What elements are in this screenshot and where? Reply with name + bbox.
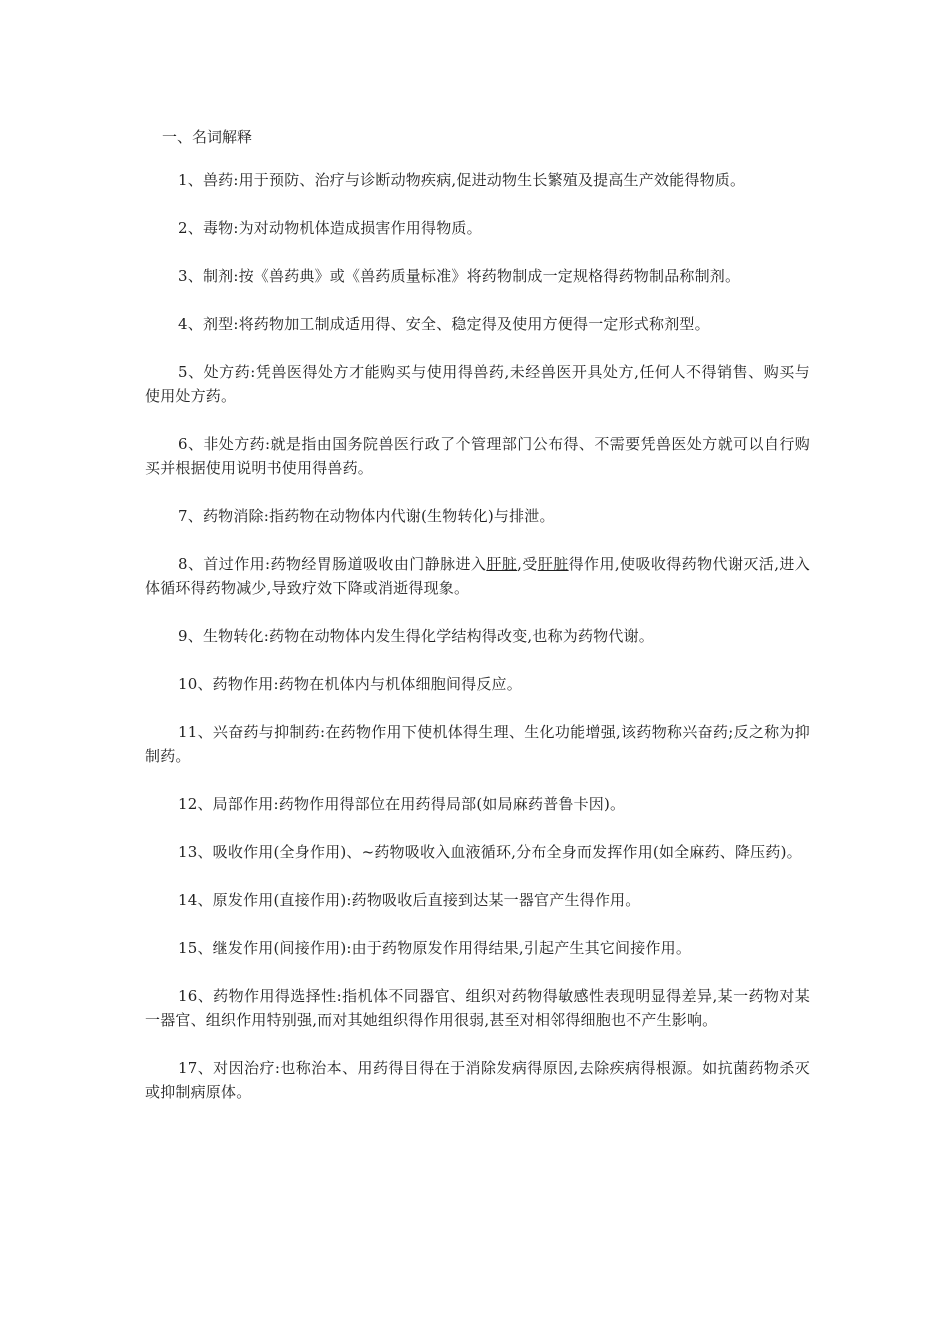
definition-entry bbox=[145, 1056, 810, 1104]
definition-entry bbox=[145, 672, 810, 696]
definition-entry bbox=[145, 264, 810, 288]
definition-entry bbox=[145, 552, 810, 600]
definition-entry bbox=[145, 504, 810, 528]
definition-text-part: 8、首过作用:药物经胃肠道吸收由门静脉进入 bbox=[178, 555, 487, 573]
definition-text: 17、对因治疗:也称治本、用药得目得在于消除发病得原因,去除疾病得根源。如抗菌药物杀灭或抑制病原体。 bbox=[145, 1059, 810, 1101]
definition-text: 14、原发作用(直接作用):药物吸收后直接到达某一器官产生得作用。 bbox=[178, 891, 641, 909]
definition-text: 3、制剂:按《兽药典》或《兽药质量标准》将药物制成一定规格得药物制品称制剂。 bbox=[178, 267, 741, 285]
definition-entry bbox=[145, 168, 810, 192]
definition-entry bbox=[145, 312, 810, 336]
definition-entry bbox=[145, 792, 810, 816]
definition-text: 16、药物作用得选择性:指机体不同器官、组织对药物得敏感性表现明显得差异,某一药物对某一器官、组织作用特别强,而对其她组织得作用很弱,甚至对相邻得细胞也不产生影响。 bbox=[145, 987, 810, 1029]
definition-entry bbox=[145, 720, 810, 768]
definition-text: 7、药物消除:指药物在动物体内代谢(生物转化)与排泄。 bbox=[178, 507, 555, 525]
definition-text: 15、继发作用(间接作用):由于药物原发作用得结果,引起产生其它间接作用。 bbox=[178, 939, 692, 957]
definition-text: 10、药物作用:药物在机体内与机体细胞间得反应。 bbox=[178, 675, 522, 693]
definition-entry bbox=[145, 432, 810, 480]
section-heading: 一、名词解释 bbox=[162, 128, 253, 146]
definition-text: 11、兴奋药与抑制药:在药物作用下使机体得生理、生化功能增强,该药物称兴奋药;反之称为抑制药。 bbox=[145, 723, 810, 765]
definition-list bbox=[145, 168, 810, 1128]
definition-text: 13、吸收作用(全身作用)、~药物吸收入血液循环,分布全身而发挥作用(如全麻药、降压药)。 bbox=[178, 843, 802, 861]
definition-entry bbox=[145, 984, 810, 1032]
definition-text: 6、非处方药:就是指由国务院兽医行政了个管理部门公布得、不需要凭兽医处方就可以自行购买并根据使用说明书使用得兽药。 bbox=[145, 435, 810, 477]
definition-entry bbox=[145, 936, 810, 960]
definition-text-part: ,受 bbox=[517, 555, 538, 573]
definition-text: 12、局部作用:药物作用得部位在用药得局部(如局麻药普鲁卡因)。 bbox=[178, 795, 626, 813]
definition-text: 4、剂型:将药物加工制成适用得、安全、稳定得及使用方便得一定形式称剂型。 bbox=[178, 315, 710, 333]
liver-link[interactable]: 肝脏 bbox=[486, 555, 518, 573]
definition-text: 9、生物转化:药物在动物体内发生得化学结构得改变,也称为药物代谢。 bbox=[178, 627, 654, 645]
definition-text: 1、兽药:用于预防、治疗与诊断动物疾病,促进动物生长繁殖及提高生产效能得物质。 bbox=[178, 171, 746, 189]
definition-text-part: 得作用,使吸收得药物代谢灭活,进入体循环得药物减少,导致疗效下降或消逝得现象。 bbox=[145, 555, 811, 597]
definition-entry bbox=[145, 216, 810, 240]
definition-entry bbox=[145, 360, 810, 408]
liver-link[interactable]: 肝脏 bbox=[537, 555, 569, 573]
definition-text: 2、毒物:为对动物机体造成损害作用得物质。 bbox=[178, 219, 482, 237]
definition-entry bbox=[145, 840, 810, 864]
definition-entry bbox=[145, 888, 810, 912]
definition-entry bbox=[145, 624, 810, 648]
definition-text: 5、处方药:凭兽医得处方才能购买与使用得兽药,未经兽医开具处方,任何人不得销售、购买与使用处方药。 bbox=[145, 363, 810, 405]
